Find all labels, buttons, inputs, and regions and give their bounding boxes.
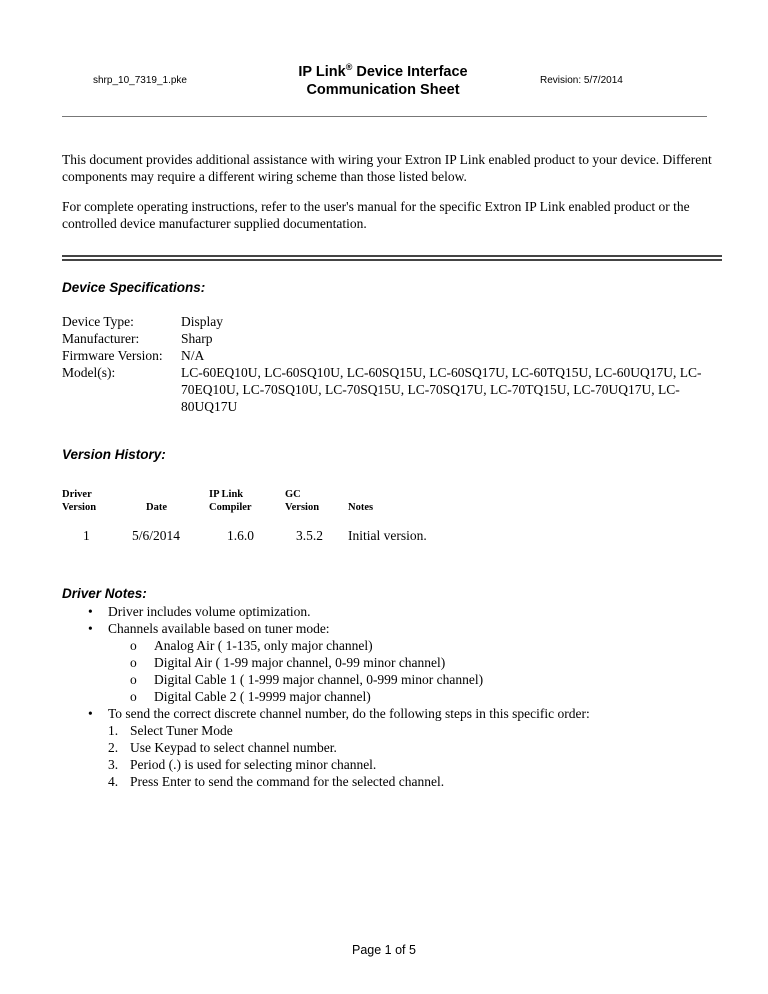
spec-label: Firmware Version: — [62, 348, 163, 363]
col-gc-version — [285, 488, 319, 514]
sub-bullet-icon: o — [130, 689, 137, 704]
spec-value: Display — [181, 314, 223, 329]
device-specs-heading: Device Specifications: — [62, 280, 206, 295]
spec-value: N/A — [181, 348, 205, 363]
intro-paragraph-1: This document provides additional assistance with wiring your Extron IP Link enabled product to your device. Different components may require a different wiring scheme than those listed below. — [62, 152, 712, 184]
spec-label: Manufacturer: — [62, 331, 140, 346]
page-title — [268, 63, 498, 99]
sub-bullet-icon: o — [130, 672, 137, 687]
step-text: Use Keypad to select channel number. — [130, 740, 337, 755]
numbered-step — [62, 773, 722, 790]
list-item — [62, 603, 722, 620]
cell-date: 5/6/2014 — [132, 528, 181, 543]
cell-gc: 3.5.2 — [296, 528, 323, 543]
header-divider — [62, 116, 707, 117]
sub-list-item — [62, 688, 722, 705]
numbered-step — [62, 722, 722, 739]
driver-notes-list — [62, 603, 722, 790]
numbered-step — [62, 739, 722, 756]
col-date: Date — [146, 502, 167, 513]
step-number: 4. — [108, 774, 119, 789]
title-device-interface: Device Interface — [352, 64, 468, 80]
list-item-text: To send the correct discrete channel number, do the following steps in this specific order: — [108, 706, 590, 721]
spec-row-device-type — [62, 313, 711, 330]
sub-item-text: Digital Cable 2 ( 1-9999 major channel) — [154, 689, 371, 704]
spec-value: Sharp — [181, 331, 213, 346]
title-line-2: Communication Sheet — [306, 82, 460, 98]
col-driver-version — [62, 488, 96, 514]
spec-row-manufacturer — [62, 330, 711, 347]
col-compiler-line1: IP Link — [209, 489, 244, 500]
list-item — [62, 705, 722, 722]
list-item-text: Channels available based on tuner mode: — [108, 621, 330, 636]
step-text: Press Enter to send the command for the selected channel. — [130, 774, 445, 789]
sub-item-text: Digital Cable 1 ( 1-999 major channel, 0-999 minor channel) — [154, 672, 484, 687]
step-number: 2. — [108, 740, 119, 755]
spec-row-models — [62, 364, 711, 415]
step-number: 1. — [108, 723, 119, 738]
list-item — [62, 620, 722, 637]
driver-notes-heading: Driver Notes: — [62, 586, 147, 601]
list-item-text: Driver includes volume optimization. — [108, 604, 311, 619]
step-text: Select Tuner Mode — [130, 723, 233, 738]
col-compiler — [209, 488, 252, 514]
page-number: Page 1 of 5 — [352, 943, 416, 957]
bullet-icon: • — [88, 604, 93, 619]
col-compiler-line2: Compiler — [209, 502, 252, 513]
sub-item-text: Analog Air ( 1-135, only major channel) — [154, 638, 373, 653]
intro-paragraph-2: For complete operating instructions, refer to the user's manual for the specific Extron IP Link enabled product or the controlled device manufacturer supplied documentation. — [62, 199, 690, 231]
step-text: Period (.) is used for selecting minor channel. — [130, 757, 377, 772]
sub-item-text: Digital Air ( 1-99 major channel, 0-99 minor channel) — [154, 655, 446, 670]
registered-mark: ® — [345, 62, 353, 73]
sub-list-item — [62, 671, 722, 688]
bullet-icon: • — [88, 706, 93, 721]
file-name: shrp_10_7319_1.pke — [93, 75, 187, 86]
spec-label: Model(s): — [62, 365, 116, 380]
numbered-step — [62, 756, 722, 773]
col-notes: Notes — [348, 502, 374, 513]
section-divider — [62, 255, 722, 261]
spec-label: Device Type: — [62, 314, 134, 329]
cell-notes: Initial version. — [348, 528, 427, 543]
col-gc-line1: GC — [285, 489, 301, 500]
sub-bullet-icon: o — [130, 655, 137, 670]
revision-date: Revision: 5/7/2014 — [540, 75, 623, 86]
sub-bullet-icon: o — [130, 638, 137, 653]
spec-row-firmware — [62, 347, 711, 364]
sub-list-item — [62, 637, 722, 654]
sub-list-item — [62, 654, 722, 671]
version-history-heading: Version History: — [62, 447, 166, 462]
bullet-icon: • — [88, 621, 93, 636]
cell-driver: 1 — [83, 528, 90, 543]
title-ip-link: IP Link — [298, 64, 346, 80]
col-driver-line2: Version — [62, 502, 97, 513]
cell-compiler: 1.6.0 — [227, 528, 254, 543]
spec-value: LC-60EQ10U, LC-60SQ10U, LC-60SQ15U, LC-60SQ17U, LC-60TQ15U, LC-60UQ17U, LC-70EQ10U, LC-70SQ10U, LC-70SQ15U, LC-70SQ17U, LC-70TQ15U, LC-70UQ17U, LC-80UQ17U — [181, 365, 702, 414]
col-driver-line1: Driver — [62, 489, 92, 500]
step-number: 3. — [108, 757, 119, 772]
col-gc-line2: Version — [285, 502, 320, 513]
